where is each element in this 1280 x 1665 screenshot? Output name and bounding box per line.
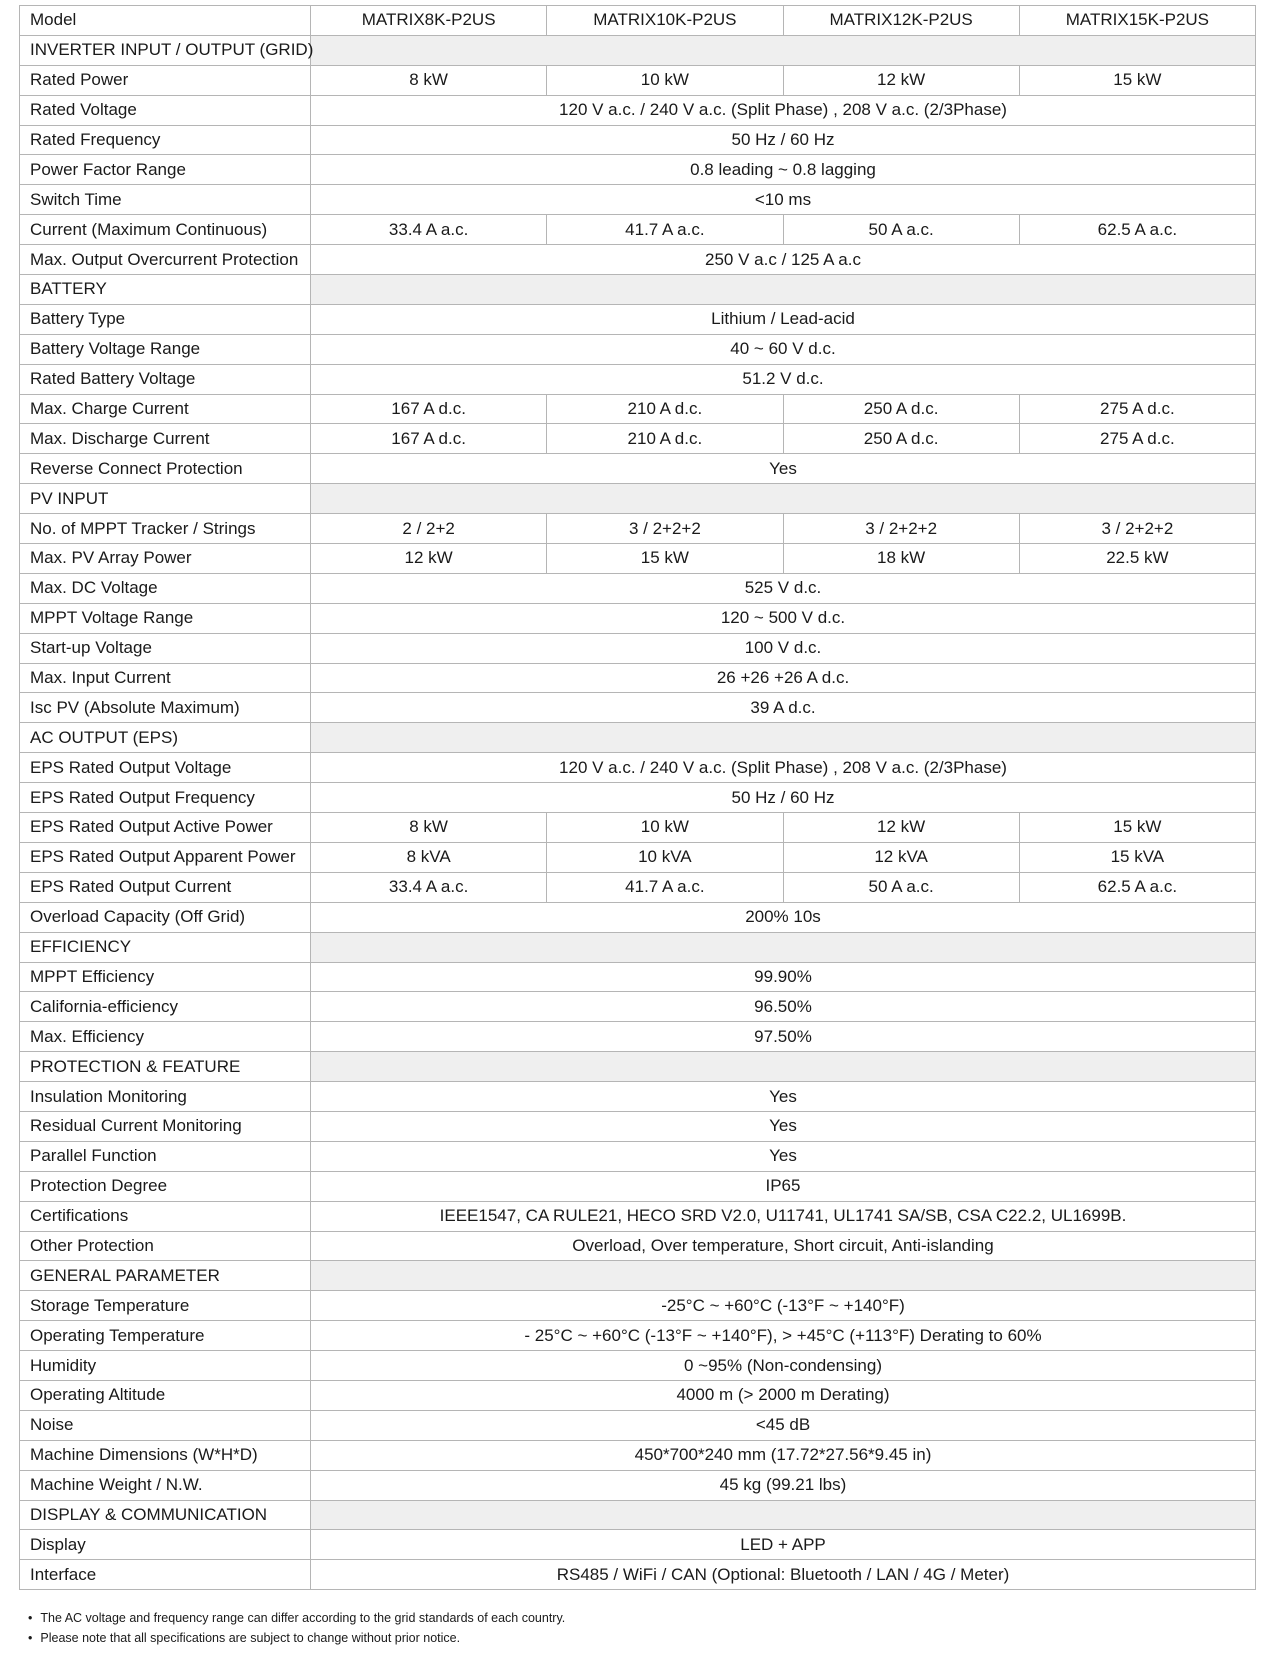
spec-label: Protection Degree xyxy=(20,1171,311,1201)
model-name: MATRIX12K-P2US xyxy=(783,6,1019,36)
section-row xyxy=(20,1052,1256,1082)
section-row xyxy=(20,1500,1256,1530)
spec-value: 3 / 2+2+2 xyxy=(547,514,783,544)
spec-label: Start-up Voltage xyxy=(20,633,311,663)
table-row xyxy=(20,65,1256,95)
table-row xyxy=(20,573,1256,603)
spec-value: 0.8 leading ~ 0.8 lagging xyxy=(311,155,1256,185)
spec-value: 62.5 A a.c. xyxy=(1019,215,1255,245)
table-row xyxy=(20,245,1256,275)
spec-label: MPPT Efficiency xyxy=(20,962,311,992)
table-row xyxy=(20,334,1256,364)
section-row xyxy=(20,484,1256,514)
spec-label: Max. Output Overcurrent Protection xyxy=(20,245,311,275)
table-row xyxy=(20,514,1256,544)
spec-value: 8 kW xyxy=(311,813,547,843)
spec-value: 3 / 2+2+2 xyxy=(1019,514,1255,544)
table-row xyxy=(20,693,1256,723)
spec-value: 99.90% xyxy=(311,962,1256,992)
spec-value: 250 V a.c / 125 A a.c xyxy=(311,245,1256,275)
spec-value: 97.50% xyxy=(311,1022,1256,1052)
section-row xyxy=(20,932,1256,962)
section-fill xyxy=(311,1052,1256,1082)
spec-value: <10 ms xyxy=(311,185,1256,215)
spec-value: 120 ~ 500 V d.c. xyxy=(311,603,1256,633)
spec-value: 96.50% xyxy=(311,992,1256,1022)
table-row xyxy=(20,962,1256,992)
spec-value: Yes xyxy=(311,1082,1256,1112)
table-row xyxy=(20,304,1256,334)
spec-value: 12 kVA xyxy=(783,842,1019,872)
spec-label: Operating Temperature xyxy=(20,1321,311,1351)
table-row xyxy=(20,902,1256,932)
section-fill xyxy=(311,275,1256,305)
spec-label: Parallel Function xyxy=(20,1141,311,1171)
section-fill xyxy=(311,484,1256,514)
table-row xyxy=(20,185,1256,215)
spec-value: 525 V d.c. xyxy=(311,573,1256,603)
spec-value: -25°C ~ +60°C (-13°F ~ +140°F) xyxy=(311,1291,1256,1321)
spec-value: 8 kVA xyxy=(311,842,547,872)
spec-value: IP65 xyxy=(311,1171,1256,1201)
table-row xyxy=(20,454,1256,484)
spec-label: Max. Charge Current xyxy=(20,394,311,424)
section-title: BATTERY xyxy=(20,275,311,305)
table-row xyxy=(20,1022,1256,1052)
table-row xyxy=(20,1470,1256,1500)
section-fill xyxy=(311,35,1256,65)
table-row xyxy=(20,1410,1256,1440)
spec-value: 275 A d.c. xyxy=(1019,424,1255,454)
spec-value: Yes xyxy=(311,1141,1256,1171)
table-row xyxy=(20,1530,1256,1560)
spec-label: No. of MPPT Tracker / Strings xyxy=(20,514,311,544)
table-row xyxy=(20,1380,1256,1410)
spec-value: 3 / 2+2+2 xyxy=(783,514,1019,544)
spec-label: Switch Time xyxy=(20,185,311,215)
table-row xyxy=(20,1560,1256,1590)
section-title: PV INPUT xyxy=(20,484,311,514)
spec-value: 51.2 V d.c. xyxy=(311,364,1256,394)
table-row xyxy=(20,753,1256,783)
spec-value: 10 kW xyxy=(547,813,783,843)
spec-value: 45 kg (99.21 lbs) xyxy=(311,1470,1256,1500)
spec-value: 210 A d.c. xyxy=(547,394,783,424)
spec-value: 26 +26 +26 A d.c. xyxy=(311,663,1256,693)
spec-value: LED + APP xyxy=(311,1530,1256,1560)
spec-value: Yes xyxy=(311,454,1256,484)
spec-value: 12 kW xyxy=(783,65,1019,95)
spec-value: 120 V a.c. / 240 V a.c. (Split Phase) , 208 V a.c. (2/3Phase) xyxy=(311,95,1256,125)
footnote: • Please note that all specifications are subject to change without prior notice. xyxy=(28,1628,565,1648)
table-row xyxy=(20,872,1256,902)
spec-value: 250 A d.c. xyxy=(783,424,1019,454)
spec-value: 275 A d.c. xyxy=(1019,394,1255,424)
spec-value: <45 dB xyxy=(311,1410,1256,1440)
spec-value: 15 kW xyxy=(547,544,783,574)
spec-label: Display xyxy=(20,1530,311,1560)
table-row xyxy=(20,424,1256,454)
spec-label: Rated Battery Voltage xyxy=(20,364,311,394)
spec-value: 200% 10s xyxy=(311,902,1256,932)
spec-value: Lithium / Lead-acid xyxy=(311,304,1256,334)
spec-label: Other Protection xyxy=(20,1231,311,1261)
spec-value: 40 ~ 60 V d.c. xyxy=(311,334,1256,364)
spec-value: 210 A d.c. xyxy=(547,424,783,454)
table-row xyxy=(20,663,1256,693)
spec-value: 50 Hz / 60 Hz xyxy=(311,783,1256,813)
spec-value: 18 kW xyxy=(783,544,1019,574)
section-row xyxy=(20,1261,1256,1291)
spec-value: 120 V a.c. / 240 V a.c. (Split Phase) , 208 V a.c. (2/3Phase) xyxy=(311,753,1256,783)
spec-value: 50 Hz / 60 Hz xyxy=(311,125,1256,155)
spec-value: Yes xyxy=(311,1111,1256,1141)
spec-value: 250 A d.c. xyxy=(783,394,1019,424)
spec-value: 62.5 A a.c. xyxy=(1019,872,1255,902)
spec-value: 450*700*240 mm (17.72*27.56*9.45 in) xyxy=(311,1440,1256,1470)
table-row xyxy=(20,544,1256,574)
spec-label: Humidity xyxy=(20,1351,311,1381)
model-name: MATRIX15K-P2US xyxy=(1019,6,1255,36)
table-row xyxy=(20,783,1256,813)
table-row xyxy=(20,992,1256,1022)
model-name: MATRIX8K-P2US xyxy=(311,6,547,36)
table-row xyxy=(20,364,1256,394)
spec-label: Max. Efficiency xyxy=(20,1022,311,1052)
spec-label: Current (Maximum Continuous) xyxy=(20,215,311,245)
spec-label: EPS Rated Output Current xyxy=(20,872,311,902)
spec-value: 39 A d.c. xyxy=(311,693,1256,723)
table-row xyxy=(20,1201,1256,1231)
spec-value: 50 A a.c. xyxy=(783,872,1019,902)
table-row xyxy=(20,1111,1256,1141)
spec-label: Interface xyxy=(20,1560,311,1590)
section-title: GENERAL PARAMETER xyxy=(20,1261,311,1291)
spec-label: Storage Temperature xyxy=(20,1291,311,1321)
table-row xyxy=(20,842,1256,872)
spec-value: - 25°C ~ +60°C (-13°F ~ +140°F), > +45°C (+113°F) Derating to 60% xyxy=(311,1321,1256,1351)
spec-value: 2 / 2+2 xyxy=(311,514,547,544)
spec-value: 100 V d.c. xyxy=(311,633,1256,663)
spec-value: 10 kW xyxy=(547,65,783,95)
spec-label: Reverse Connect Protection xyxy=(20,454,311,484)
spec-label: Residual Current Monitoring xyxy=(20,1111,311,1141)
spec-value: IEEE1547, CA RULE21, HECO SRD V2.0, U11741, UL1741 SA/SB, CSA C22.2, UL1699B. xyxy=(311,1201,1256,1231)
spec-label: Battery Voltage Range xyxy=(20,334,311,364)
spec-value: 0 ~95% (Non-condensing) xyxy=(311,1351,1256,1381)
spec-label: EPS Rated Output Active Power xyxy=(20,813,311,843)
table-row xyxy=(20,1171,1256,1201)
table-row xyxy=(20,155,1256,185)
table-row xyxy=(20,813,1256,843)
section-title: PROTECTION & FEATURE xyxy=(20,1052,311,1082)
table-row xyxy=(20,603,1256,633)
table-row xyxy=(20,215,1256,245)
spec-value: 15 kW xyxy=(1019,65,1255,95)
spec-label: Insulation Monitoring xyxy=(20,1082,311,1112)
section-fill xyxy=(311,1261,1256,1291)
section-fill xyxy=(311,1500,1256,1530)
spec-label: Noise xyxy=(20,1410,311,1440)
section-fill xyxy=(311,723,1256,753)
spec-label: Power Factor Range xyxy=(20,155,311,185)
spec-value: 167 A d.c. xyxy=(311,394,547,424)
table-row xyxy=(20,1082,1256,1112)
spec-label: Machine Weight / N.W. xyxy=(20,1470,311,1500)
spec-value: 15 kVA xyxy=(1019,842,1255,872)
spec-label: Max. PV Array Power xyxy=(20,544,311,574)
section-row xyxy=(20,275,1256,305)
spec-label: Isc PV (Absolute Maximum) xyxy=(20,693,311,723)
spec-value: 8 kW xyxy=(311,65,547,95)
spec-label: Max. DC Voltage xyxy=(20,573,311,603)
spec-value: 41.7 A a.c. xyxy=(547,215,783,245)
section-row xyxy=(20,723,1256,753)
footnotes xyxy=(28,1608,565,1648)
spec-value: RS485 / WiFi / CAN (Optional: Bluetooth / LAN / 4G / Meter) xyxy=(311,1560,1256,1590)
table-row xyxy=(20,1231,1256,1261)
spec-label: Machine Dimensions (W*H*D) xyxy=(20,1440,311,1470)
spec-value: 10 kVA xyxy=(547,842,783,872)
spec-label: Max. Input Current xyxy=(20,663,311,693)
section-title: INVERTER INPUT / OUTPUT (GRID) xyxy=(20,35,311,65)
spec-value: 12 kW xyxy=(783,813,1019,843)
model-label: Model xyxy=(20,6,311,36)
spec-label: Battery Type xyxy=(20,304,311,334)
spec-label: Overload Capacity (Off Grid) xyxy=(20,902,311,932)
table-row xyxy=(20,394,1256,424)
spec-value: 4000 m (> 2000 m Derating) xyxy=(311,1380,1256,1410)
spec-label: Rated Frequency xyxy=(20,125,311,155)
model-name: MATRIX10K-P2US xyxy=(547,6,783,36)
section-fill xyxy=(311,932,1256,962)
spec-table xyxy=(19,5,1256,1590)
section-title: DISPLAY & COMMUNICATION xyxy=(20,1500,311,1530)
table-row xyxy=(20,1291,1256,1321)
table-row xyxy=(20,1321,1256,1351)
spec-label: Certifications xyxy=(20,1201,311,1231)
spec-value: Overload, Over temperature, Short circuit, Anti-islanding xyxy=(311,1231,1256,1261)
spec-label: Rated Voltage xyxy=(20,95,311,125)
spec-value: 33.4 A a.c. xyxy=(311,872,547,902)
spec-label: EPS Rated Output Apparent Power xyxy=(20,842,311,872)
spec-label: Rated Power xyxy=(20,65,311,95)
spec-value: 12 kW xyxy=(311,544,547,574)
section-title: EFFICIENCY xyxy=(20,932,311,962)
spec-value: 41.7 A a.c. xyxy=(547,872,783,902)
section-row xyxy=(20,35,1256,65)
spec-value: 167 A d.c. xyxy=(311,424,547,454)
table-row xyxy=(20,95,1256,125)
spec-label: MPPT Voltage Range xyxy=(20,603,311,633)
spec-value: 33.4 A a.c. xyxy=(311,215,547,245)
spec-value: 15 kW xyxy=(1019,813,1255,843)
section-title: AC OUTPUT (EPS) xyxy=(20,723,311,753)
spec-value: 22.5 kW xyxy=(1019,544,1255,574)
table-row xyxy=(20,633,1256,663)
spec-label: California-efficiency xyxy=(20,992,311,1022)
table-row xyxy=(20,1440,1256,1470)
footnote: • The AC voltage and frequency range can differ according to the grid standards of each country. xyxy=(28,1608,565,1628)
table-header-row xyxy=(20,6,1256,36)
spec-value: 50 A a.c. xyxy=(783,215,1019,245)
table-row xyxy=(20,1141,1256,1171)
table-row xyxy=(20,1351,1256,1381)
spec-label: EPS Rated Output Voltage xyxy=(20,753,311,783)
spec-label: Operating Altitude xyxy=(20,1380,311,1410)
spec-label: EPS Rated Output Frequency xyxy=(20,783,311,813)
spec-label: Max. Discharge Current xyxy=(20,424,311,454)
table-row xyxy=(20,125,1256,155)
